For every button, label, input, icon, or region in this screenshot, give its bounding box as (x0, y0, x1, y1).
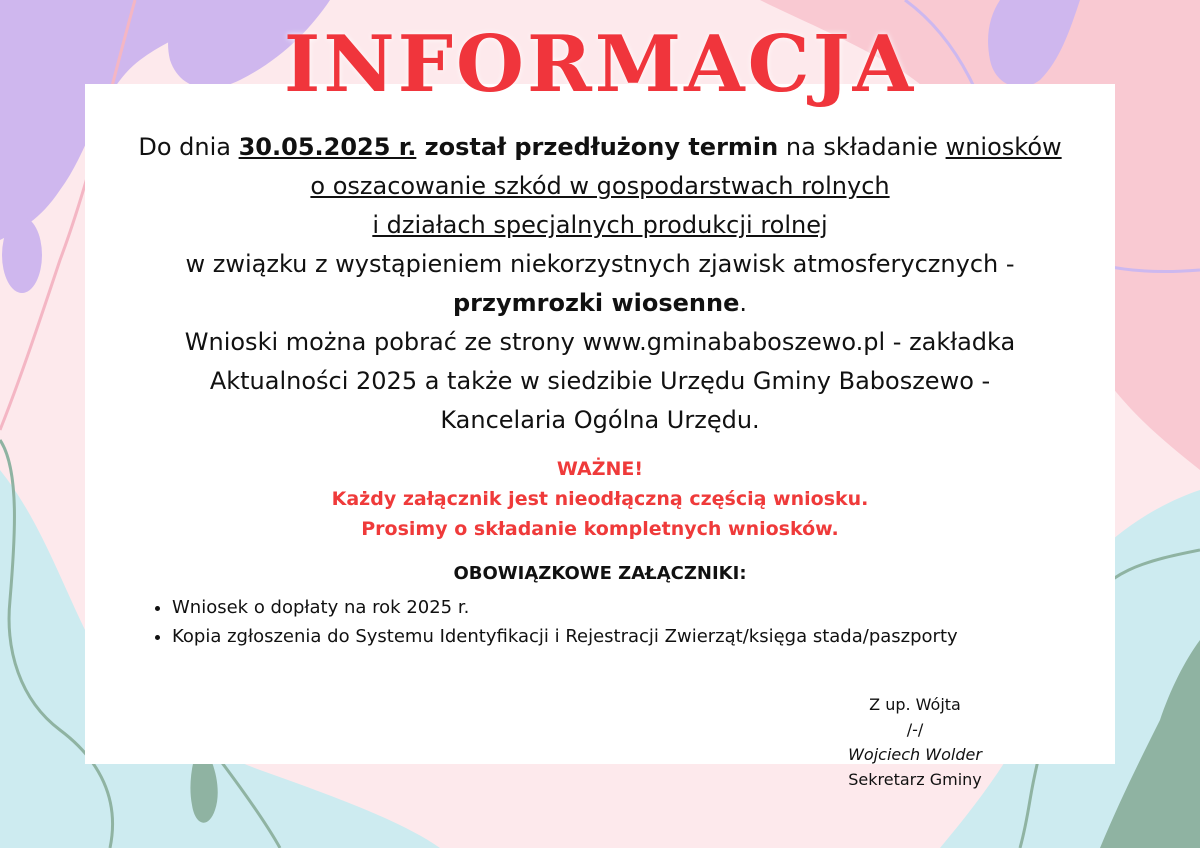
attachments-heading: OBOWIĄZKOWE ZAŁĄCZNIKI: (453, 563, 747, 584)
body-line-1-intro: Do dnia (138, 133, 239, 161)
important-heading: WAŻNE! (556, 458, 644, 480)
body-line-2: o oszacowanie szkód w gospodarstwach rolnych (310, 172, 890, 200)
page-title: INFORMACJA (283, 19, 917, 110)
important-line-1: Każdy załącznik jest nieodłączną częścią wniosku. (331, 488, 869, 510)
body-line-5-end: . (739, 289, 747, 317)
body-line-5 (100, 284, 1100, 323)
body-line-3: i działach specjalnych produkcji rolnej (372, 211, 828, 239)
body-line-7: Aktualności 2025 a także w siedzibie Urzędu Gminy Baboszewo - (209, 367, 991, 395)
body-line-6: Wnioski można pobrać ze strony www.gminababoszewo.pl - zakładka (184, 328, 1016, 356)
deadline-date: 30.05.2025 r. (238, 133, 417, 161)
attachment-item: • Kopia zgłoszenia do Systemu Identyfikacji i Rejestracji Zwierząt/księga stada/paszporty (172, 622, 1122, 651)
important-line-2: Prosimy o składanie kompletnych wniosków. (361, 518, 839, 540)
body-line-8: Kancelaria Ogólna Urzędu. (440, 406, 760, 434)
signature-line-1: Z up. Wójta (869, 695, 961, 714)
body-line-1 (100, 128, 1100, 167)
attachment-item: • Wniosek o dopłaty na rok 2025 r. (172, 593, 1122, 622)
applications-link-text: wniosków (945, 133, 1062, 161)
extension-text: został przedłużony termin (416, 133, 779, 161)
signatory-name: Wojciech Wolder (848, 745, 982, 764)
body-line-4: w związku z wystąpieniem niekorzystnych zjawisk atmosferycznych - (185, 250, 1015, 278)
signature-line-2: /-/ (906, 720, 924, 739)
body-line-1-mid: na składanie (778, 133, 946, 161)
frost-text: przymrozki wiosenne (452, 289, 740, 317)
attachments-list (152, 593, 1122, 651)
announcement-body (100, 128, 1100, 440)
lavender-dot-left (2, 217, 42, 293)
signatory-role: Sekretarz Gminy (848, 770, 982, 789)
signature-block (800, 692, 1030, 792)
important-notice (100, 454, 1100, 544)
